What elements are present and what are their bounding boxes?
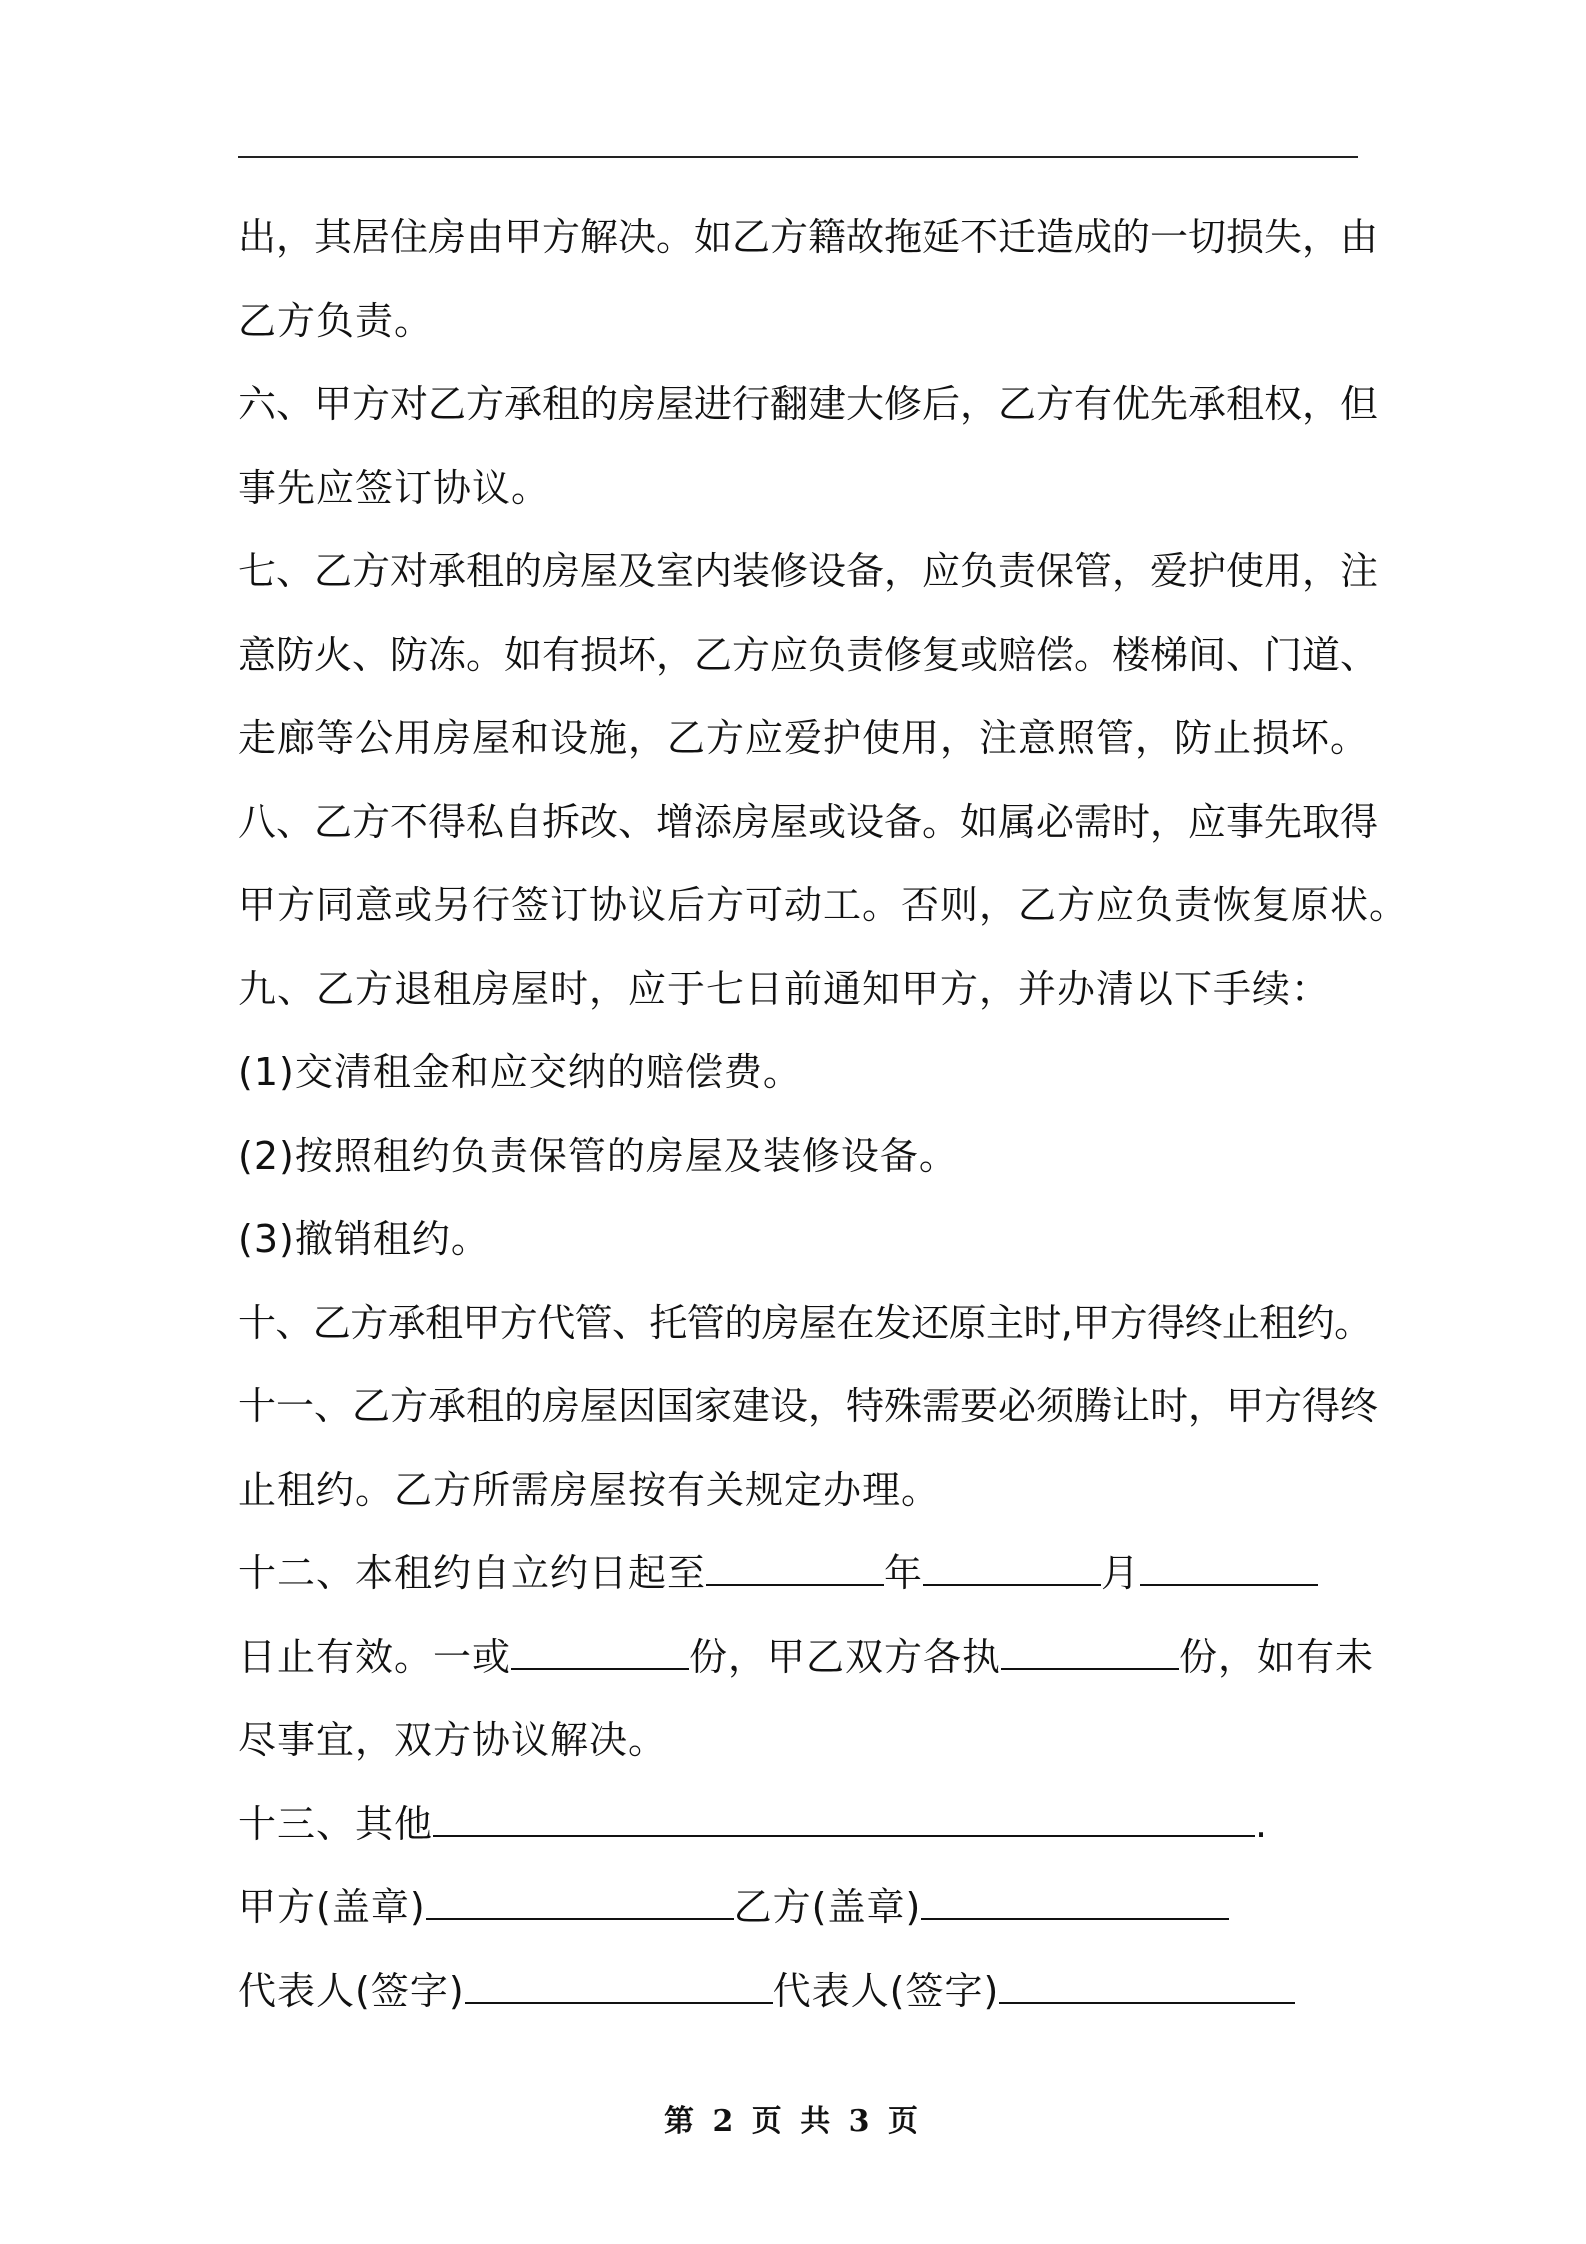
party-b-seal-label: 乙方(盖章) xyxy=(733,1885,922,1929)
rep-a-sign-blank[interactable] xyxy=(465,1958,773,2004)
text-line: 十、乙方承租甲方代管、托管的房屋在发还原主时,甲方得终止租约。 xyxy=(238,1300,1372,1345)
contract-body xyxy=(238,196,1409,2033)
validity-text: 日止有效。一或 xyxy=(238,1634,512,1679)
text-line: (1)交清租金和应交纳的赔偿费。 xyxy=(238,1050,802,1094)
party-a-seal-label: 甲方(盖章) xyxy=(238,1885,426,1929)
seal-line xyxy=(238,1866,1358,1950)
total-copies-blank[interactable] xyxy=(511,1624,689,1670)
clause-13-label: 十三、其他 xyxy=(238,1801,434,1846)
rep-a-sign-label: 代表人(签字) xyxy=(238,1968,465,2013)
each-copies-blank[interactable] xyxy=(1001,1624,1179,1670)
party-a-seal-blank[interactable] xyxy=(426,1874,734,1920)
text-line: 事先应签订协议。 xyxy=(238,465,551,510)
text-line: 止租约。乙方所需房屋按有关规定办理。 xyxy=(238,1467,941,1512)
text-line: (3)撤销租约。 xyxy=(238,1217,490,1261)
other-terms-blank[interactable] xyxy=(433,1791,1255,1837)
text-line: 八、乙方不得私自拆改、增添房屋或设备。如属必需时，应事先取得 xyxy=(238,799,1379,844)
copies-text: 份，甲乙双方各执 xyxy=(689,1634,1002,1679)
clause-12-lead: 十二、本租约自立约日起至 xyxy=(238,1551,707,1595)
party-b-seal-blank[interactable] xyxy=(921,1874,1229,1920)
text-line: 九、乙方退租房屋时，应于七日前通知甲方，并办清以下手续： xyxy=(238,966,1331,1011)
clause-13-line xyxy=(238,1783,1358,1867)
text-line: 七、乙方对承租的房屋及室内装修设备，应负责保管，爱护使用，注 xyxy=(238,549,1379,593)
copies-end-text: 份，如有未 xyxy=(1179,1634,1375,1679)
year-label: 年 xyxy=(884,1551,924,1595)
text-line: 走廊等公用房屋和设施，乙方应爱护使用，注意照管，防止损坏。 xyxy=(238,716,1370,760)
clause-12-line-2 xyxy=(238,1616,1375,1700)
end-month-blank[interactable] xyxy=(923,1540,1101,1586)
end-year-blank[interactable] xyxy=(706,1540,884,1586)
text-line: (2)按照租约负责保管的房屋及装修设备。 xyxy=(238,1133,958,1178)
clause-12-line-1 xyxy=(238,1532,1358,1616)
text-line: 出，其居住房由甲方解决。如乙方籍故拖延不迁造成的一切损失，由 xyxy=(238,215,1379,259)
text-line: 乙方负责。 xyxy=(238,298,434,343)
end-day-blank[interactable] xyxy=(1140,1540,1318,1586)
text-line: 尽事宜，双方协议解决。 xyxy=(238,1718,668,1762)
text-line: 意防火、防冻。如有损坏，乙方应负责修复或赔偿。楼梯间、门道、 xyxy=(238,632,1379,677)
rep-b-sign-label: 代表人(签字) xyxy=(772,1968,1000,2013)
clause-13-end: . xyxy=(1255,1801,1269,1846)
text-line: 甲方同意或另行签订协议后方可动工。否则，乙方应负责恢复原状。 xyxy=(238,883,1409,927)
signature-line xyxy=(238,1950,1358,2034)
page-number-footer: 第 2 页 共 3 页 xyxy=(664,2104,922,2139)
month-label: 月 xyxy=(1101,1551,1141,1595)
text-line: 六、甲方对乙方承租的房屋进行翻建大修后，乙方有优先承租权，但 xyxy=(238,382,1379,426)
header-rule xyxy=(238,156,1358,158)
rep-b-sign-blank[interactable] xyxy=(999,1958,1295,2004)
text-line: 十一、乙方承租的房屋因国家建设，特殊需要必须腾让时，甲方得终 xyxy=(238,1384,1379,1428)
